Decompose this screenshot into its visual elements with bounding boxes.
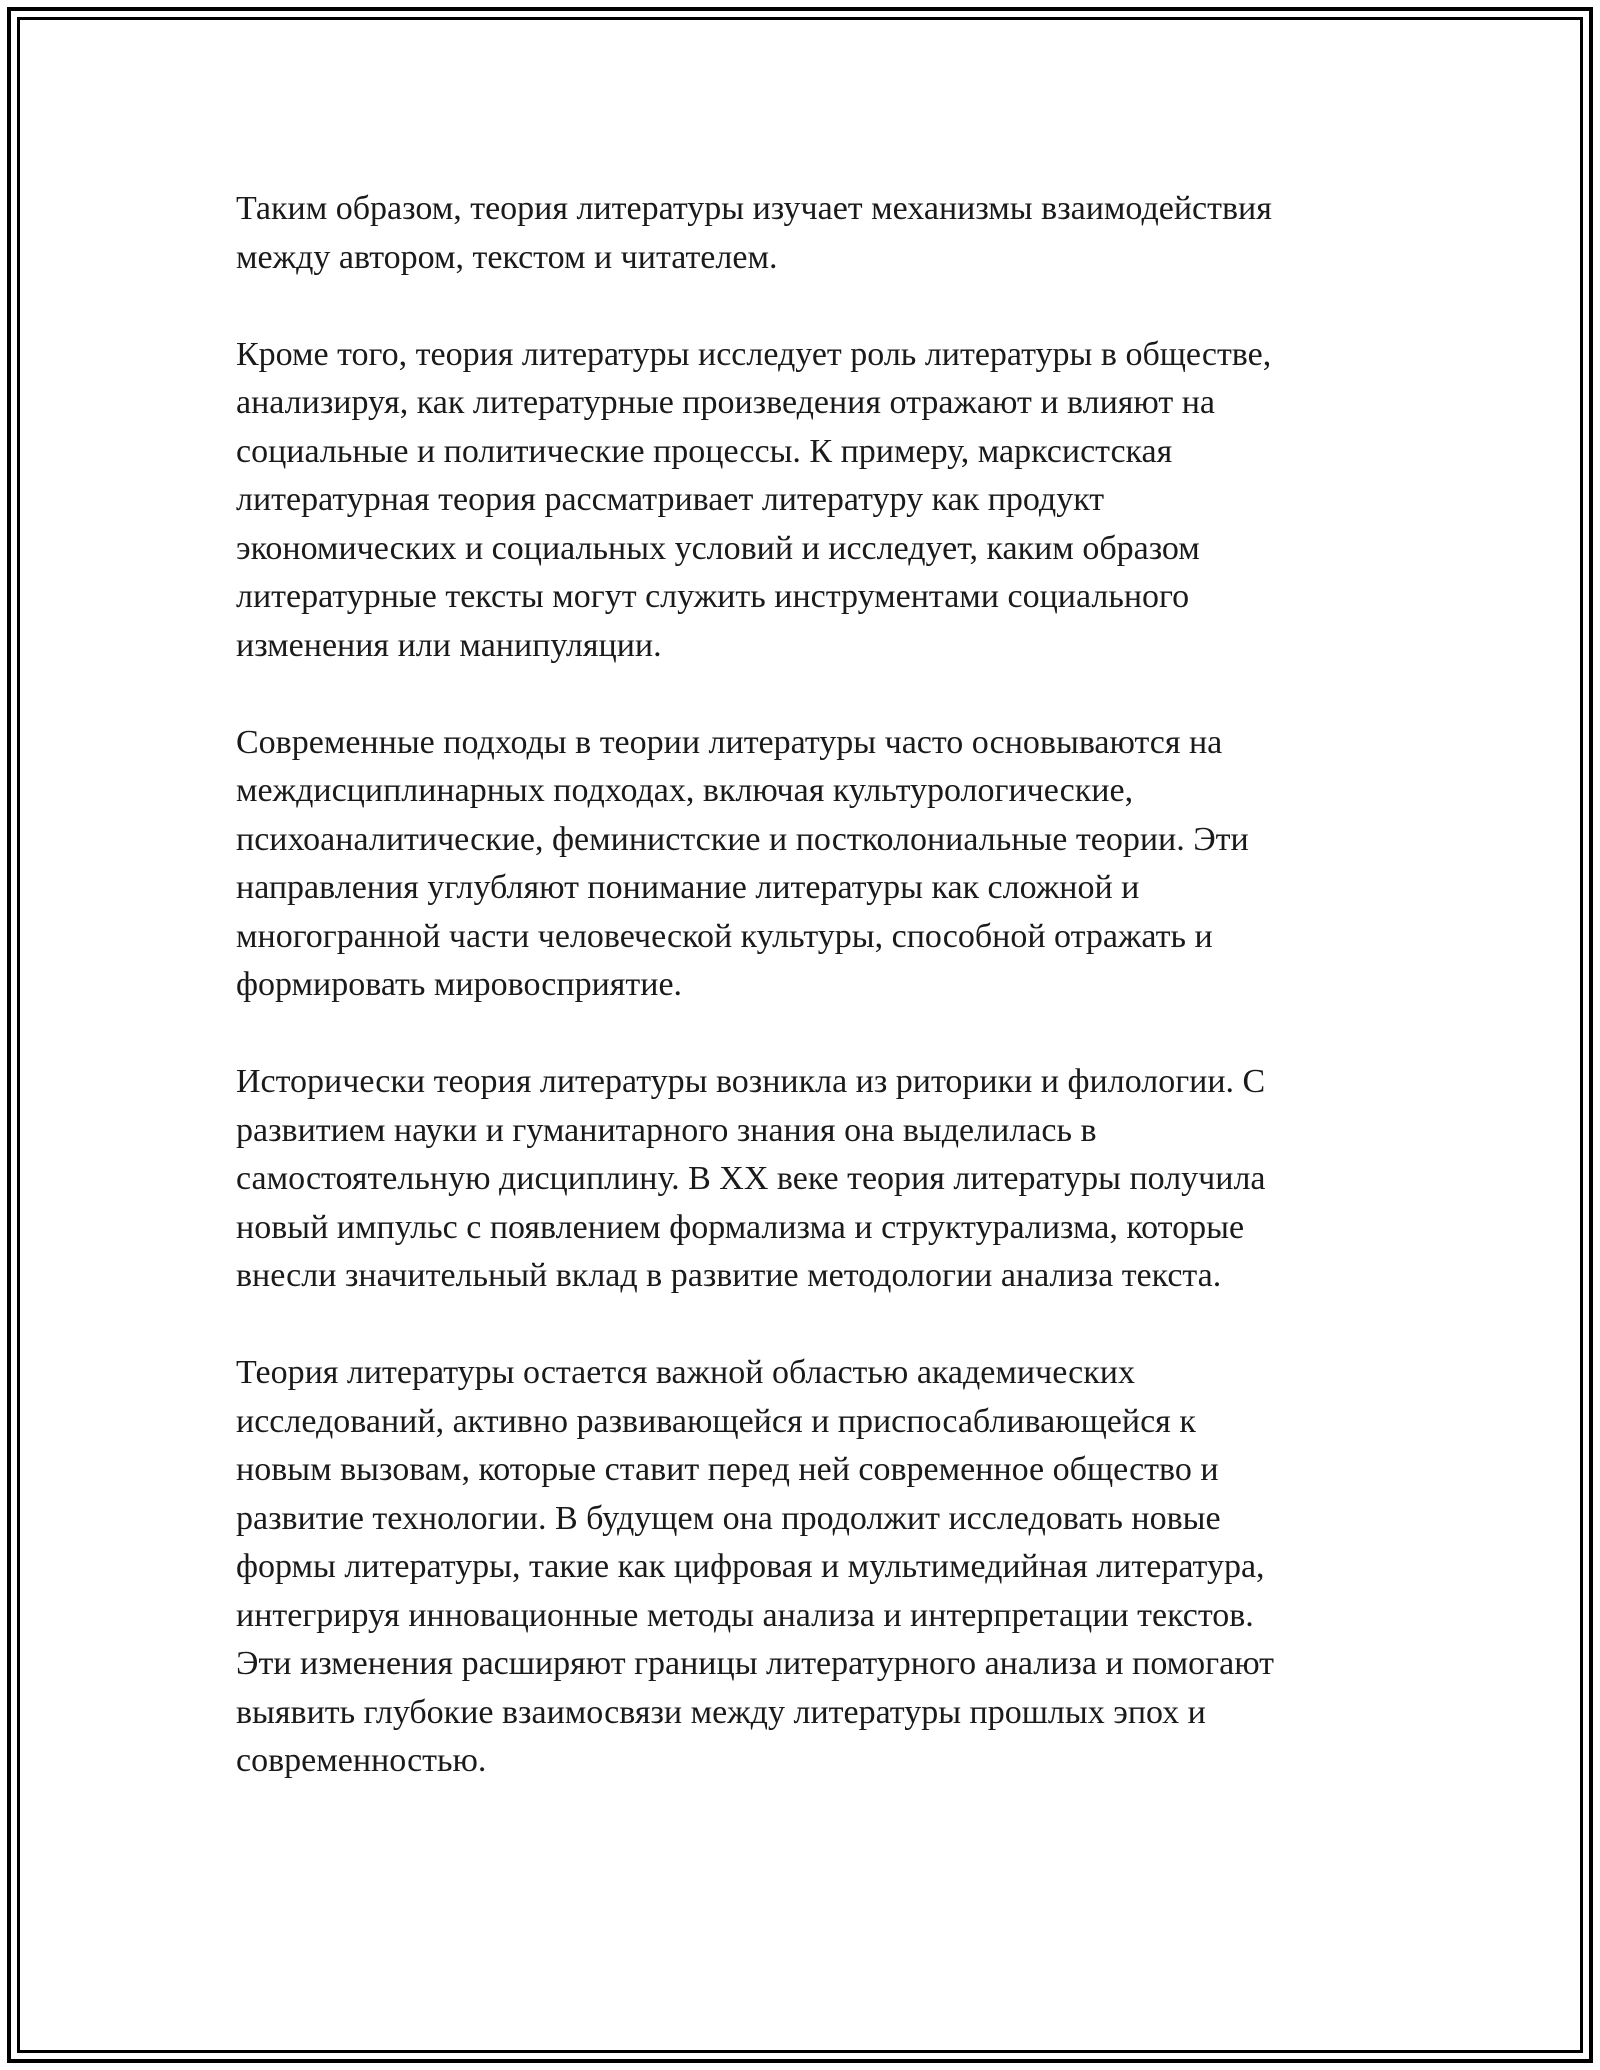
paragraph-literature-in-society: Кроме того, теория литературы исследует роль литературы в обществе, анализируя, как литературные произведения отражают и влияют на социальные и политические процессы. К примеру, марксистская литературная теория рассматривает литературу как продукт экономических и социальных условий и исследует, каким образом литературные тексты могут служить инструментами социального изменения или манипуляции. (236, 335, 1272, 664)
paragraph-future: Теория литературы остается важной областью академических исследований, активно развивающейся и приспосабливающейся к новым вызовам, которые ставит перед ней современное общество и развитие технологии. В будущем она продолжит исследовать новые формы литературы, такие как цифровая и мультимедийная литература, интегрируя инновационные методы анализа и интерпретации текстов. Эти изменения расширяют границы литературного анализа и помогают выявить глубокие взаимосвязи между литературы прошлых эпох и современностью. (236, 1354, 1275, 1779)
paragraph-modern-approaches: Современные подходы в теории литературы часто основываются на междисциплинарных подходах, включая культурологические, психоаналитические, феминистские и постколониальные теории. Эти направления углубляют понимание литературы как сложной и многогранной части человеческой культуры, способной отражать и формировать мировосприятие. (236, 723, 1249, 1003)
document-body (236, 185, 1386, 1834)
paragraph-author-text-reader: Таким образом, теория литературы изучает механизмы взаимодействия между автором, текстом и читателем. (236, 190, 1272, 276)
paragraph-history: Исторически теория литературы возникла из риторики и филологии. С развитием науки и гуманитарного знания она выделилась в самостоятельную дисциплину. В XX веке теория литературы получила новый импульс с появлением формализма и структурализма, которые внесли значительный вклад в развитие методологии анализа текста. (236, 1063, 1266, 1294)
